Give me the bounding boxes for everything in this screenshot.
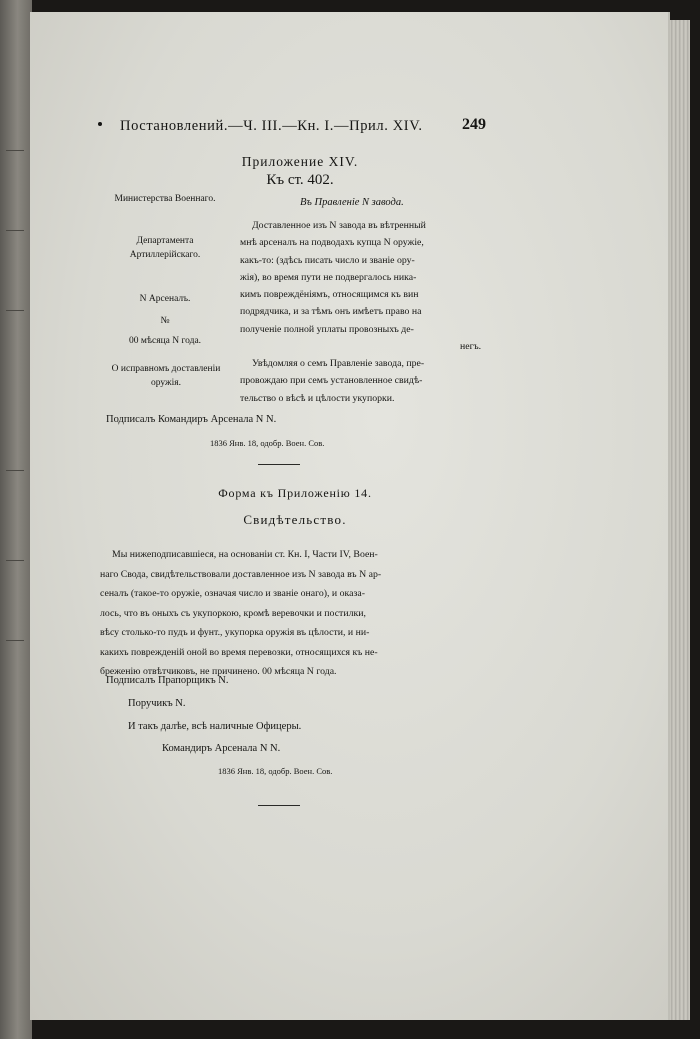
signature-ensign: Подписалъ Прапорщикъ N. — [106, 675, 229, 686]
text-line: Мы нижеподписавшіеся, на основаніи ст. Кн. I, Части IV, Воен- — [112, 549, 378, 560]
text-line: провождаю при семъ установленное свидѣ- — [240, 375, 423, 387]
margin-mark — [6, 230, 24, 231]
text-line: наго Свода, свидѣтельствовали доставленное изъ N завода въ N ар- — [100, 568, 382, 580]
arsenal-label: N Арсеналъ. — [139, 294, 191, 304]
bullet-mark — [98, 122, 102, 126]
text-line: какихъ поврежденій оной во время перевозки, относящихся къ не- — [100, 646, 378, 658]
margin-mark — [6, 470, 24, 471]
text-line: кимъ повреждёніямъ, относящимся къ вин — [240, 289, 419, 301]
page-number: 249 — [462, 116, 486, 133]
signature-commander: Подписалъ Командиръ Арсенала N N. — [106, 414, 277, 425]
text-line: Доставленное изъ N завода въ вѣтренный — [252, 220, 426, 231]
adjacent-page-edge — [0, 0, 32, 1039]
main-paragraph — [240, 217, 495, 355]
text-line: мнѣ арсеналъ на подводахъ купца N оружіе, — [240, 237, 424, 249]
subject-label: О исправномъ доставленіи оружія. — [111, 364, 221, 388]
text-line: жія), во время пути не подвергалось ника- — [240, 271, 417, 283]
signature-officers: И такъ далѣе, всѣ наличные Офицеры. — [128, 721, 302, 732]
text-line: тельство о вѣсѣ и цѣлости укупорки. — [240, 392, 395, 404]
department-label: Департамента Артиллерійскаго. — [129, 236, 201, 260]
text-line: вѣсу столько-то пудъ и фунт., укупорка оружія въ цѣлости, и ни- — [100, 627, 370, 638]
signature-lieutenant: Поручикъ N. — [128, 698, 186, 709]
text-line: бреженію отвѣтчиковъ, не причинено. 00 мѣсяца N года. — [100, 666, 337, 677]
date-label: 00 мѣсяца N года. — [128, 336, 202, 346]
margin-mark — [6, 560, 24, 561]
certificate-title: Свидѣтельство. — [243, 512, 347, 527]
divider — [258, 464, 300, 465]
appendix-reference: Къ ст. 402. — [266, 172, 334, 188]
number-label: № — [160, 316, 170, 326]
margin-mark — [6, 640, 24, 641]
running-header: Постановлений.—Ч. III.—Кн. I.—Прил. XIV. — [120, 118, 423, 134]
book-page — [30, 12, 668, 1020]
main-paragraph-2 — [240, 355, 495, 407]
text-line: негъ. — [460, 341, 482, 353]
text-line: полученіе полной уплаты провозныхъ де- — [240, 323, 414, 335]
appendix-title: Приложение XIV. — [241, 154, 359, 169]
ministry-label: Министерства Военнаго. — [114, 194, 216, 204]
text-line: сеналъ (такое-то оружіе, означая число и званіе онаго), и оказа- — [100, 588, 365, 599]
margin-mark — [6, 150, 24, 151]
text-line: подрядчика, и за тѣмъ онъ имѣетъ право на — [240, 306, 422, 318]
citation: 1836 Янв. 18, одобр. Воен. Сов. — [210, 438, 325, 448]
divider — [258, 805, 300, 806]
signature-commander-2: Командиръ Арсенала N N. — [162, 743, 281, 754]
text-line: какъ-то: (здѣсь писать число и званіе ору- — [240, 254, 415, 266]
text-line: Увѣдомляя о семъ Правленіе завода, пре- — [252, 358, 425, 369]
certificate-paragraph — [100, 545, 490, 682]
form-title: Форма къ Приложенію 14. — [218, 486, 372, 500]
margin-mark — [6, 310, 24, 311]
citation-2: 1836 Янв. 18, одобр. Воен. Сов. — [218, 766, 333, 776]
text-line: лось, что въ оныхъ съ укупоркою, кромѣ веревочки и постилки, — [100, 607, 366, 619]
address-line: Въ Правленіе N завода. — [300, 197, 404, 208]
